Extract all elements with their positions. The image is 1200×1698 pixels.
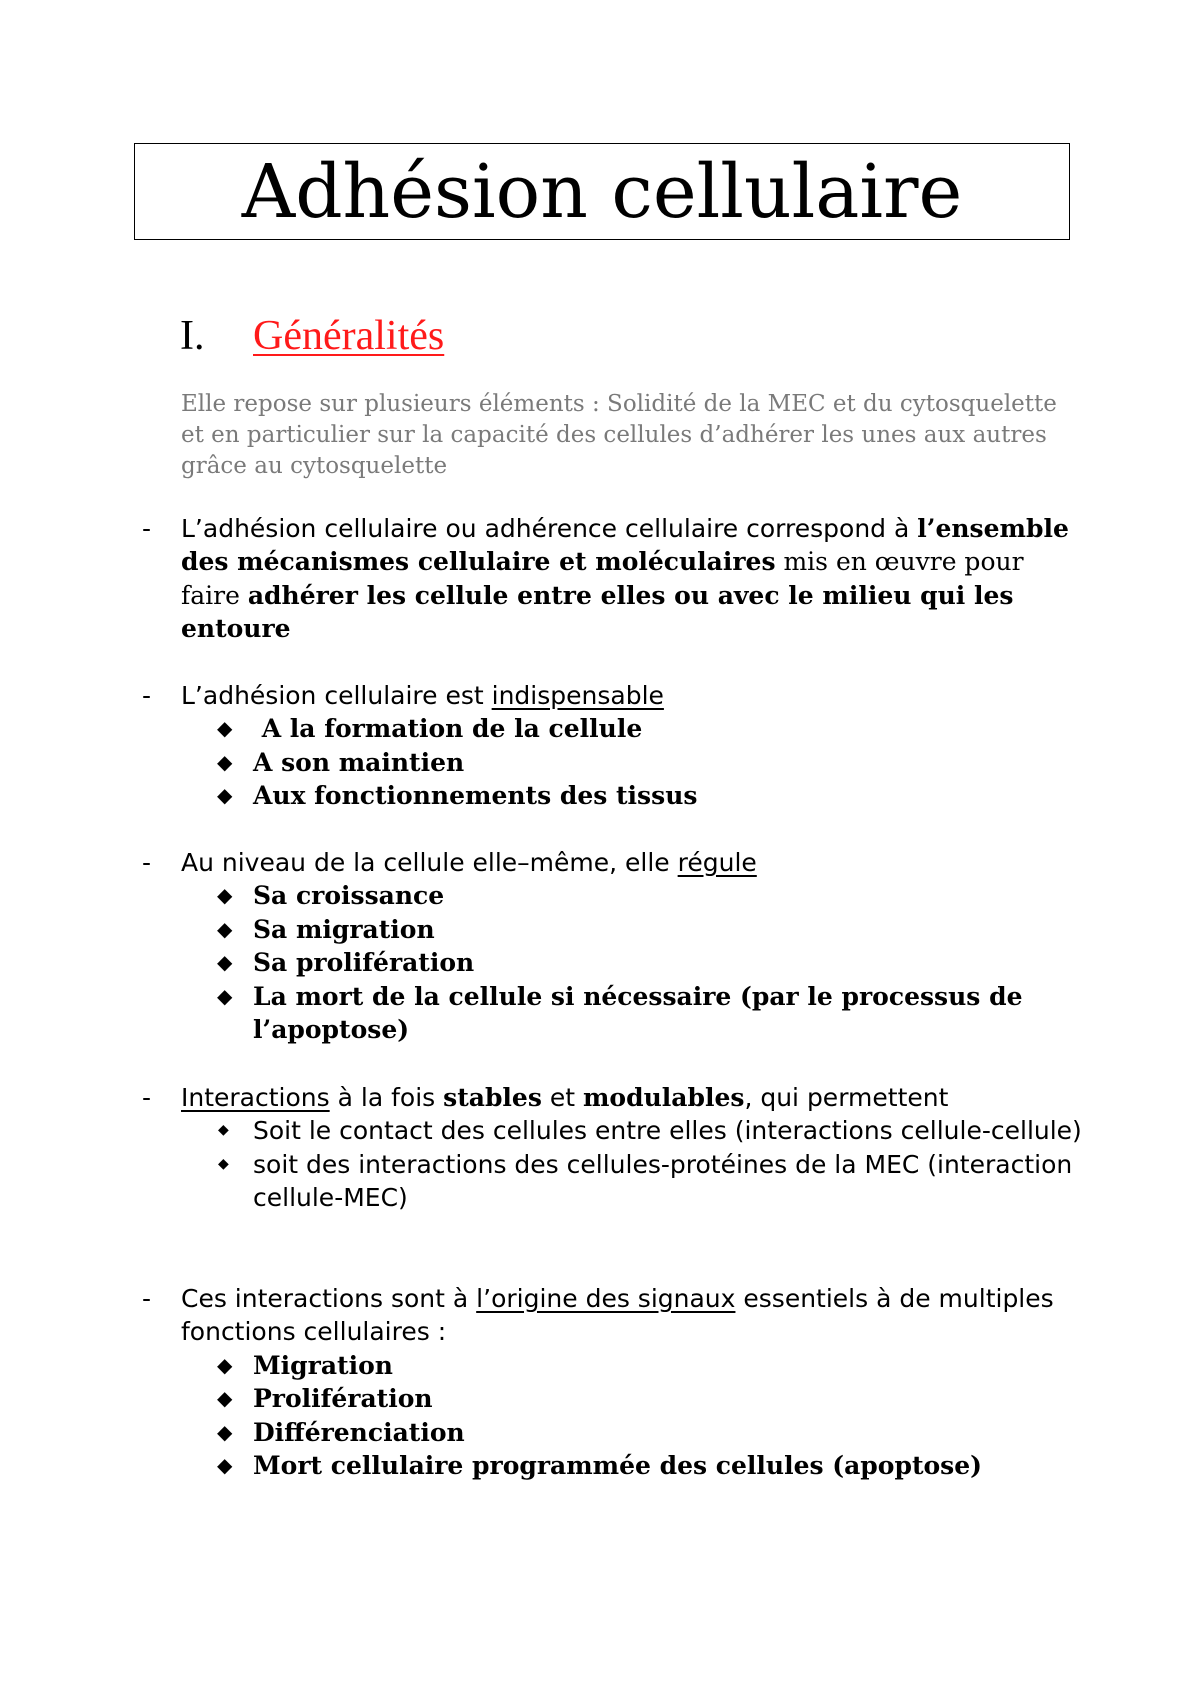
bold-text: Mort cellulaire programmée des cellules (apoptose): [253, 1451, 982, 1481]
diamond-icon: ◆: [217, 1453, 233, 1478]
bold-text: La mort de la cellule si nécessaire (par le processus de l’apoptose): [253, 981, 1023, 1045]
diamond-icon: ◆: [218, 1122, 229, 1139]
dash-marker: -: [142, 1083, 152, 1112]
paragraph: [181, 512, 1082, 646]
diamond-icon: ◆: [217, 783, 233, 808]
text: , qui permettent: [744, 1083, 949, 1112]
diamond-icon: ◆: [217, 916, 233, 941]
text: Ces interactions sont à: [181, 1284, 477, 1313]
section-title: Généralités: [253, 313, 445, 359]
underlined-text: régule: [677, 848, 757, 877]
diamond-icon: ◆: [218, 1155, 229, 1172]
list-item: [181, 1114, 1082, 1147]
diamond-icon: ◆: [217, 1386, 233, 1411]
text: L’adhésion cellulaire ou adhérence cellulaire correspond à: [181, 514, 918, 543]
text: L’adhésion cellulaire est: [181, 681, 492, 710]
bold-text: Aux fonctionnements des tissus: [253, 781, 698, 811]
bold-text: Sa migration: [253, 914, 435, 944]
text: Soit le contact des cellules entre elles (interactions cellule-cellule): [253, 1116, 1082, 1146]
paragraph: [181, 679, 1082, 813]
sub-list: [181, 712, 1082, 812]
diamond-icon: ◆: [217, 883, 233, 908]
underlined-text: indispensable: [491, 681, 664, 710]
document-title: Adhésion cellulaire: [134, 143, 1070, 240]
list-item: [181, 779, 1082, 812]
text: essentiels à de multiples fonctions cellulaires :: [181, 1284, 1054, 1347]
section-number: I.: [180, 313, 205, 359]
list-item: [181, 946, 1082, 979]
text: à la fois: [329, 1083, 444, 1112]
underlined-text: Interactions: [181, 1083, 330, 1112]
paragraph: [181, 1081, 1082, 1215]
dash-marker: -: [142, 848, 152, 877]
bold-text: A la formation de la cellule: [253, 714, 643, 744]
text: mis en œuvre pour faire: [181, 547, 1024, 610]
list-item: [181, 1349, 1082, 1382]
diamond-icon: ◆: [217, 983, 233, 1008]
dash-marker: -: [142, 1284, 152, 1313]
list-item: [181, 712, 1082, 745]
bold-text: modulables: [582, 1083, 745, 1112]
dash-marker: -: [142, 514, 152, 543]
bold-text: Migration: [253, 1350, 393, 1380]
bold-text: Sa croissance: [253, 881, 445, 911]
sub-list: [181, 1114, 1082, 1214]
bold-text: Sa prolifération: [253, 948, 475, 978]
list-item: [181, 1449, 1082, 1482]
list-item: [181, 980, 1082, 1047]
underlined-text: l’origine des signaux: [476, 1284, 736, 1313]
paragraph: [181, 1282, 1082, 1482]
diamond-icon: ◆: [217, 950, 233, 975]
bold-text: A son maintien: [253, 747, 465, 777]
list-item: [181, 1148, 1082, 1215]
text: et: [541, 1083, 583, 1112]
list-item: [181, 1416, 1082, 1449]
intro-paragraph: Elle repose sur plusieurs éléments : Solidité de la MEC et du cytosquelette et en particulier sur la capacité des cellules d’adhérer les unes aux autres grâce au cytosquelette: [181, 391, 1057, 479]
bold-text: l’ensemble des mécanismes cellulaire et moléculaires: [181, 514, 1069, 577]
list-item: [181, 913, 1082, 946]
list-item: [181, 1382, 1082, 1415]
bold-text: stables: [443, 1083, 542, 1112]
text: soit des interactions des cellules-protéines de la MEC (interaction cellule-MEC): [253, 1149, 1073, 1213]
bold-text: Prolifération: [253, 1384, 433, 1414]
dash-marker: -: [142, 681, 152, 710]
text: Au niveau de la cellule elle–même, elle: [181, 848, 678, 877]
diamond-icon: ◆: [217, 1352, 233, 1377]
paragraph: [181, 846, 1082, 1046]
sub-list: [181, 1349, 1082, 1483]
bold-text: adhérer les cellule entre elles ou avec le milieu qui les entoure: [181, 580, 1014, 644]
bold-text: Différenciation: [253, 1417, 465, 1447]
list-item: [181, 746, 1082, 779]
diamond-icon: ◆: [217, 1419, 233, 1444]
diamond-icon: ◆: [217, 716, 233, 741]
list-item: [181, 879, 1082, 912]
section-heading: [180, 308, 444, 364]
diamond-icon: ◆: [217, 749, 233, 774]
sub-list: [181, 879, 1082, 1046]
